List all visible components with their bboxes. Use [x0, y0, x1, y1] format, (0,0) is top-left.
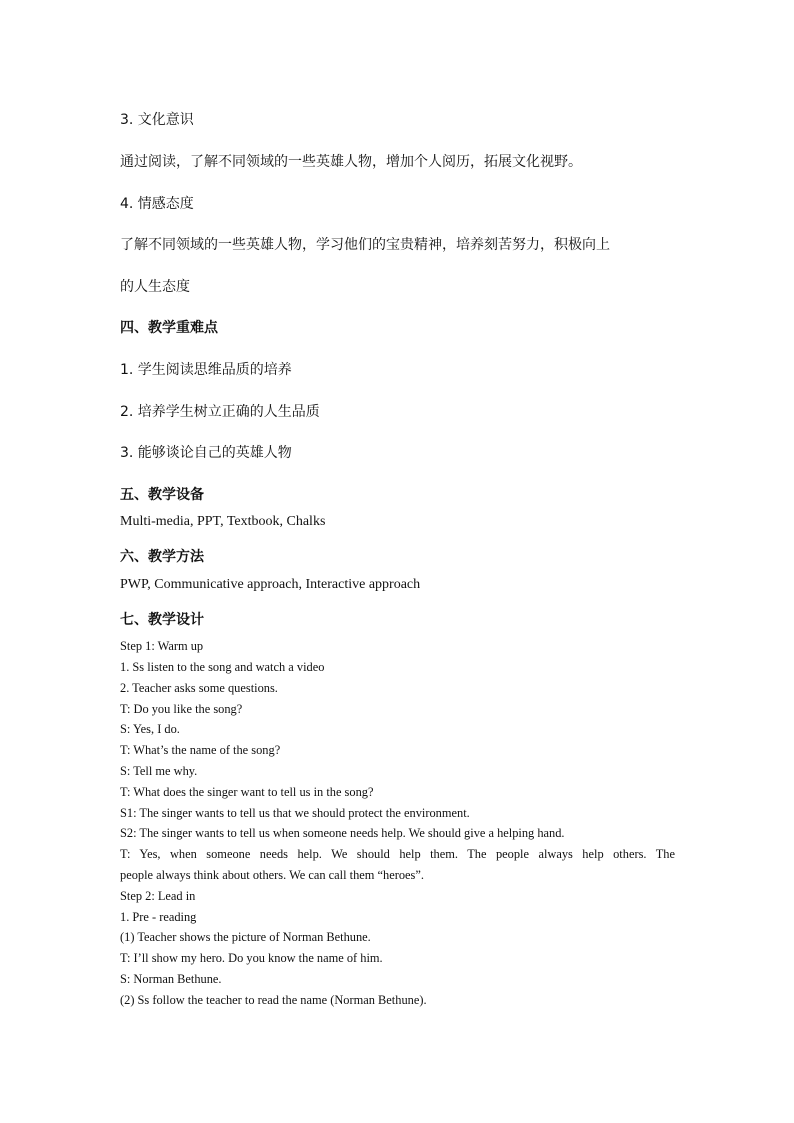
design-line: 1. Pre - reading [120, 910, 197, 924]
design-line: 2. Teacher asks some questions. [120, 681, 278, 695]
design-line: (2) Ss follow the teacher to read the name (Norman Bethune). [120, 993, 427, 1007]
design-line: S: Tell me why. [120, 764, 198, 778]
difficulty-item-3: 3. 能够谈论自己的英雄人物 [120, 445, 292, 461]
section4-heading: 四、教学重难点 [120, 320, 218, 336]
section6-heading: 六、教学方法 [120, 549, 204, 565]
design-line: Step 2: Lead in [120, 889, 196, 903]
design-line: S1: The singer wants to tell us that we should protect the environment. [120, 806, 470, 820]
item4-title: 4. 情感态度 [120, 196, 194, 212]
item4-body-line2: 的人生态度 [120, 279, 190, 295]
item4-body-line1: 了解不同领域的一些英雄人物，学习他们的宝贵精神，培养刻苦努力，积极向上 [120, 237, 610, 253]
section7-heading: 七、教学设计 [120, 612, 204, 628]
design-line: (1) Teacher shows the picture of Norman Bethune. [120, 930, 371, 944]
design-line: T: I’ll show my hero. Do you know the name of him. [120, 951, 383, 965]
design-line: T: What does the singer want to tell us in the song? [120, 785, 374, 799]
design-line: S2: The singer wants to tell us when someone needs help. We should give a helping hand. [120, 826, 565, 840]
equipment-list: Multi-media, PPT, Textbook, Chalks [120, 514, 326, 529]
section5-heading: 五、教学设备 [120, 487, 204, 503]
design-line: T: Do you like the song? [120, 702, 243, 716]
design-line: T: Yes, when someone needs help. We should help them. The people always help others. The [120, 847, 675, 861]
design-line: Step 1: Warm up [120, 639, 204, 653]
difficulty-item-1: 1. 学生阅读思维品质的培养 [120, 362, 292, 378]
design-line: T: What’s the name of the song? [120, 743, 281, 757]
design-line: S: Yes, I do. [120, 722, 180, 736]
methods-list: PWP, Communicative approach, Interactive approach [120, 577, 421, 592]
difficulty-item-2: 2. 培养学生树立正确的人生品质 [120, 404, 320, 420]
design-line: 1. Ss listen to the song and watch a video [120, 660, 325, 674]
design-line: people always think about others. We can call them “heroes”. [120, 868, 424, 882]
item3-body: 通过阅读，了解不同领域的一些英雄人物，增加个人阅历，拓展文化视野。 [120, 154, 582, 170]
item3-title: 3. 文化意识 [120, 112, 194, 128]
design-line: S: Norman Bethune. [120, 972, 222, 986]
